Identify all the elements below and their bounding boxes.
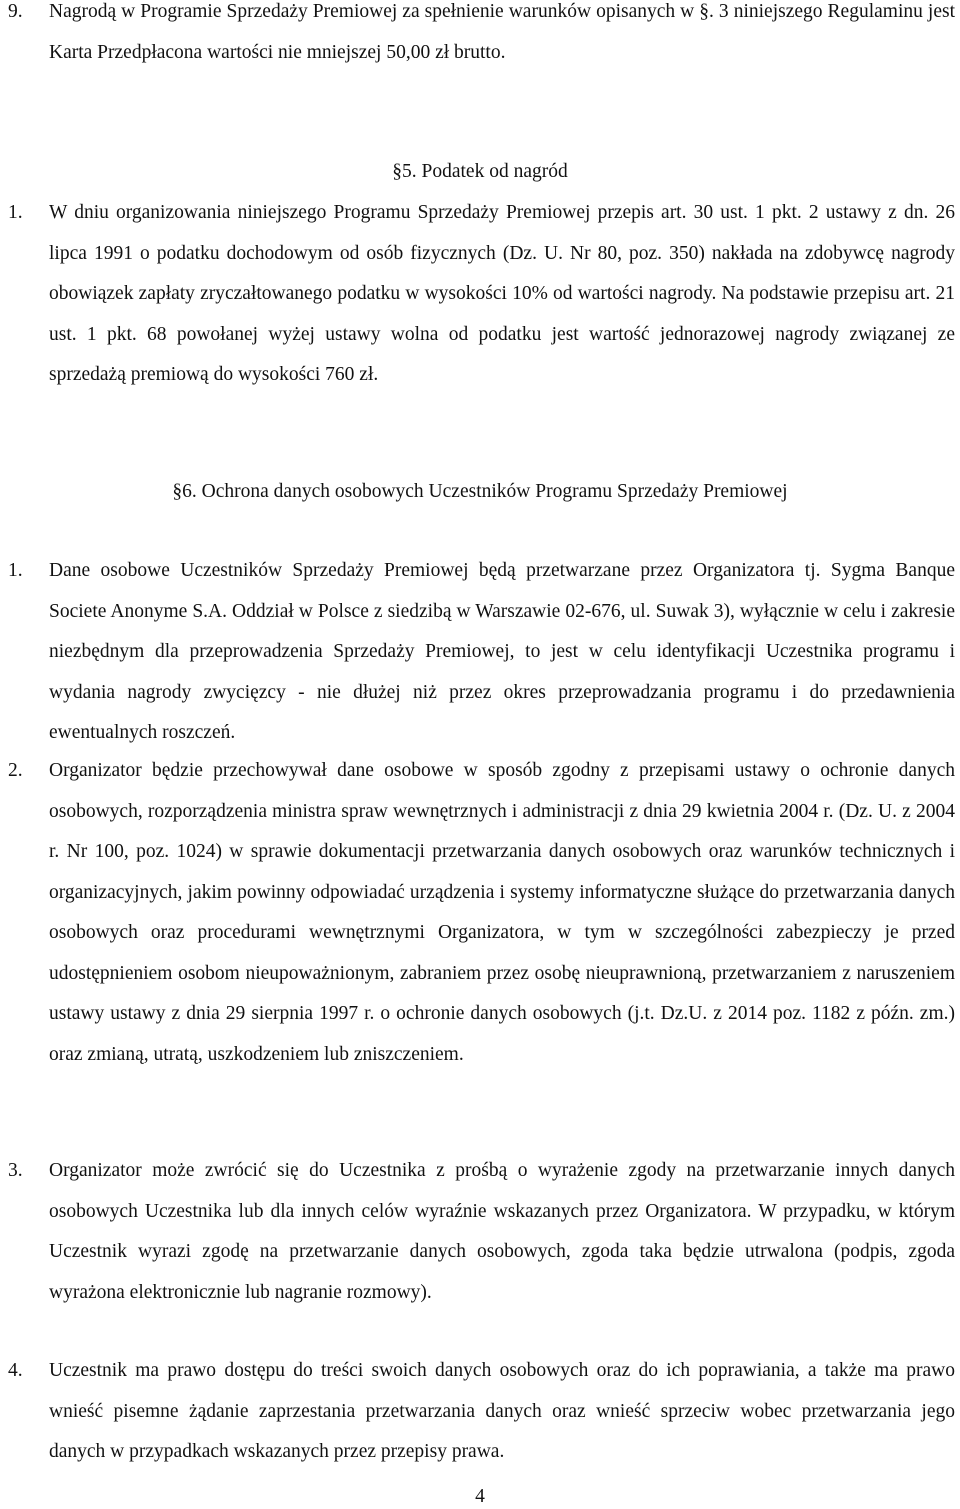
item-text: Nagrodą w Programie Sprzedaży Premiowej za spełnienie warunków opisanych w §. 3 niniejszego Regulaminu jest Karta Przedpłacona wartości nie mniejszej 50,00 zł brutto. [49,1,955,63]
section-heading-5: §5. Podatek od nagród [392,161,568,182]
item-number: 9. [8,1,23,22]
item-text: Organizator będzie przechowywał dane osobowe w sposób zgodny z przepisami ustawy o ochronie danych osobowych, rozporządzenia ministra spraw wewnętrznych i administracji z dnia 29 kwietnia 2004 r. (Dz. U. z 2004 r. Nr 100, poz. 1024) w sprawie dokumentacji przetwarzania danych osobowych oraz warunków technicznych i organizacyjnych, jakim powinny odpowiadać urządzenia i systemy informatyczne służące do przetwarzania danych osobowych oraz procedurami wewnętrznymi Organizatora, w tym w szczególności zabezpieczy je przed udostępnieniem osobom nieupoważnionym, zabraniem przez osobę nieuprawnioną, przetwarzaniem z naruszeniem ustawy ustawy z dnia 29 sierpnia 1997 r. o ochronie danych osobowych (j.t. Dz.U. z 2014 poz. 1182 z późn. zm.) oraz zmianą, utratą, uszkodzeniem lub zniszczeniem. [49,760,955,1065]
item-number: 2. [8,760,23,781]
item-text: Organizator może zwrócić się do Uczestnika z prośbą o wyrażenie zgody na przetwarzanie innych danych osobowych Uczestnika lub dla innych celów wyraźnie wskazanych przez Organizatora. W przypadku, w którym Uczestnik wyrazi zgodę na przetwarzanie danych osobowych, zgoda taka będzie utrwalona (podpis, zgoda wyrażona elektronicznie lub nagranie rozmowy). [49,1160,955,1303]
item-number: 3. [8,1160,23,1181]
item-number: 1. [8,202,23,223]
section-heading-6: §6. Ochrona danych osobowych Uczestników Programu Sprzedaży Premiowej [172,481,788,502]
page-number: 4 [475,1486,485,1507]
item-number: 1. [8,560,23,581]
item-text: Uczestnik ma prawo dostępu do treści swoich danych osobowych oraz do ich poprawiania, a także ma prawo wnieść pisemne żądanie zaprzestania przetwarzania danych oraz wnieść sprzeciw wobec przetwarzania jego danych w przypadkach wskazanych przez przepisy prawa. [49,1360,955,1462]
item-number: 4. [8,1360,23,1381]
item-text: Dane osobowe Uczestników Sprzedaży Premiowej będą przetwarzane przez Organizatora tj. Sygma Banque Societe Anonyme S.A. Oddział w Polsce z siedzibą w Warszawie 02-676, ul. Suwak 3), wyłącznie w celu i zakresie niezbędnym dla przeprowadzenia Sprzedaży Premiowej, to jest w celu identyfikacji Uczestnika programu i wydania nagrody zwycięzcy - nie dłużej niż przez okres przeprowadzania programu i do przedawnienia ewentualnych roszczeń. [49,560,955,743]
item-text: W dniu organizowania niniejszego Programu Sprzedaży Premiowej przepis art. 30 ust. 1 pkt. 2 ustawy z dn. 26 lipca 1991 o podatku dochodowym od osób fizycznych (Dz. U. Nr 80, poz. 350) nakłada na zdobywcę nagrody obowiązek zapłaty zryczałtowanego podatku w wysokości 10% od wartości nagrody. Na podstawie przepisu art. 21 ust. 1 pkt. 68 powołanej wyżej ustawy wolna od podatku jest wartość jednorazowej nagrody związanej ze sprzedażą premiową do wysokości 760 zł. [49,202,955,385]
